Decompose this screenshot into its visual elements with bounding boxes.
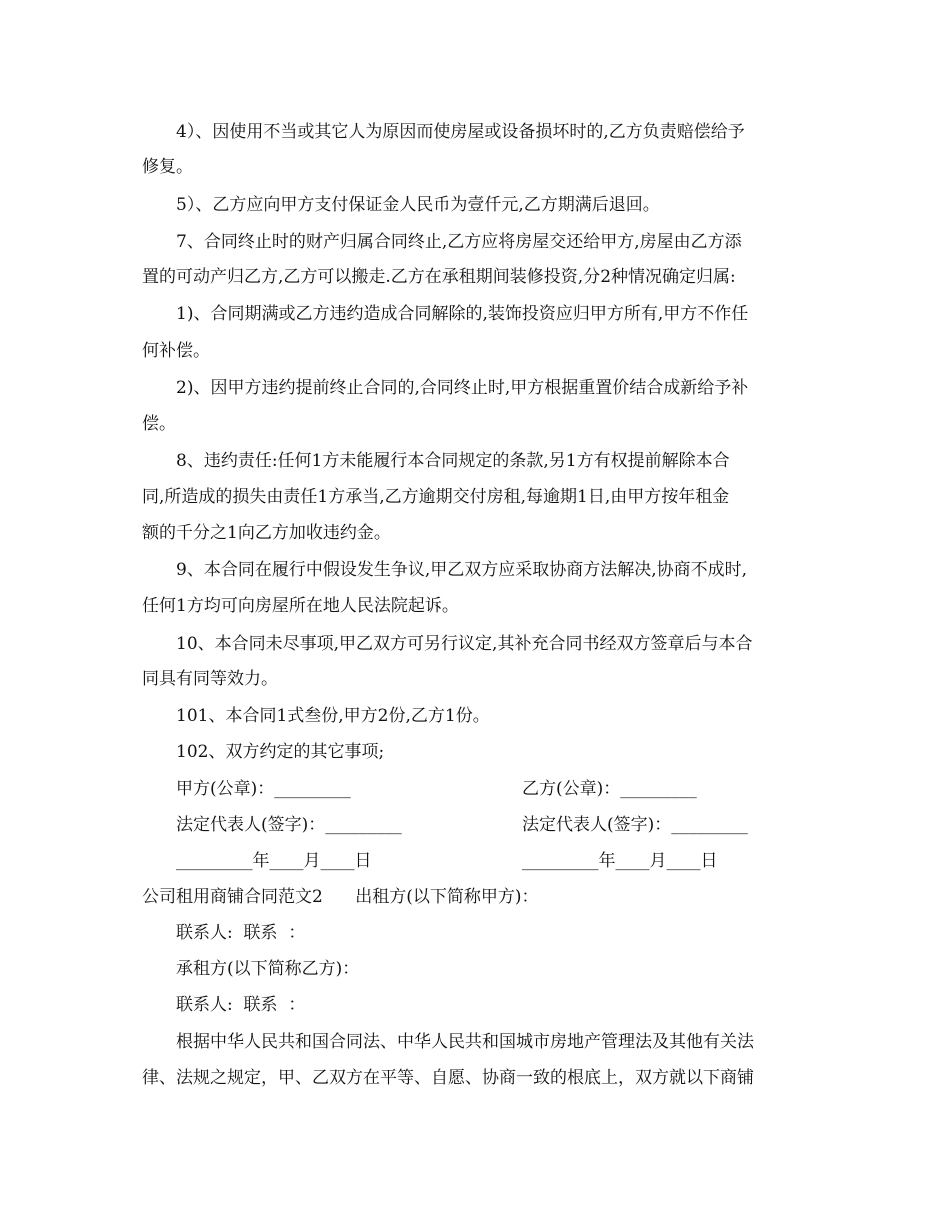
clause-5-line: 5）、乙方应向甲方支付保证金人民币为壹仟元,乙方期满后退回。: [176, 195, 660, 215]
lessee-line: 承租方(以下简称乙方)：: [176, 959, 360, 979]
clause-4-line-2: 修复。: [142, 157, 193, 177]
clause-10-line-1: 10、本合同未尽事项,甲乙双方可另行议定,其补充合同书经双方签章后与本合: [176, 634, 753, 654]
clause-7-2-line-1: 2)、因甲方违约提前终止合同的,合同终止时,甲方根据重置价结合成新给予补: [176, 378, 749, 398]
clause-9-line-2: 任何1方均可向房屋所在地人民法院起诉。: [142, 596, 459, 616]
lessee-contact-line: 联系人: 联系 ：: [176, 995, 306, 1015]
clause-7-2-line-2: 偿。: [142, 414, 176, 434]
party-b-seal-field: 乙方(公章)：_________: [522, 779, 697, 799]
clause-7-1-line-2: 何补偿。: [142, 341, 210, 361]
clause-8-line-1: 8、违约责任:任何1方未能履行本合同规定的条款,另1方有权提前解除本合: [176, 451, 730, 471]
clause-7-line-2: 置的可动产归乙方,乙方可以搬走.乙方在承租期间装修投资,分2种情况确定归属:: [142, 267, 736, 287]
party-a-rep-field: 法定代表人(签字)：_________: [176, 815, 402, 835]
clause-9-line-1: 9、本合同在履行中假设发生争议,甲乙双方应采取协商方法解决,协商不成时,: [176, 560, 748, 580]
clause-7-1-line-1: 1)、合同期满或乙方违约造成合同解除的,装饰投资应归甲方所有,甲方不作任: [176, 304, 749, 324]
clause-102-line: 102、双方约定的其它事项;: [176, 742, 385, 762]
intro-line-2: 律、法规之规定，甲、乙双方在平等、自愿、协商一致的根底上，双方就以下商铺: [142, 1068, 754, 1088]
clause-10-line-2: 同具有同等效力。: [142, 669, 278, 689]
party-b-date-field: _________年____月____日: [522, 851, 718, 871]
party-b-rep-field: 法定代表人(签字)：_________: [522, 815, 748, 835]
clause-8-line-3: 额的千分之1向乙方加收违约金。: [142, 523, 391, 543]
clause-8-line-2: 同,所造成的损失由责任1方承当,乙方逾期交付房租,每逾期1日,由甲方按年租金: [142, 487, 730, 507]
party-a-seal-field: 甲方(公章)：_________: [176, 779, 351, 799]
lessor-contact-line: 联系人: 联系 ：: [176, 923, 306, 943]
intro-line-1: 根据中华人民共和国合同法、中华人民共和国城市房地产管理法及其他有关法: [176, 1032, 754, 1052]
party-a-date-field: _________年____月____日: [176, 851, 372, 871]
section-2-heading: 公司租用商铺合同范文2 出租方(以下简称甲方)：: [142, 887, 539, 907]
clause-101-line: 101、本合同1式叁份,甲方2份,乙方1份。: [176, 706, 490, 726]
clause-4-line-1: 4）、因使用不当或其它人为原因而使房屋或设备损坏时的,乙方负责赔偿给予: [176, 122, 745, 142]
clause-7-line-1: 7、合同终止时的财产归属合同终止,乙方应将房屋交还给甲方,房屋由乙方添: [176, 232, 742, 252]
